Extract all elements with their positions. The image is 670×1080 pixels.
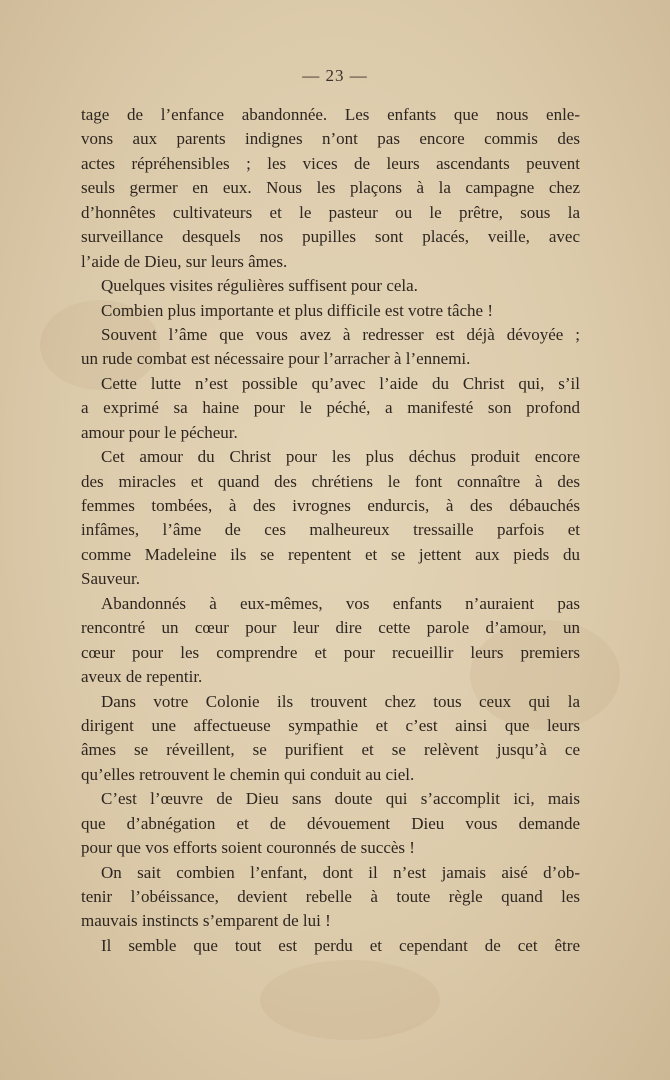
page-number: — 23 — bbox=[302, 66, 368, 85]
paragraph-start: Abandonnés à eux-mêmes, vos enfants n’auraient pas bbox=[101, 593, 580, 613]
paragraph-start: Souvent l’âme que vous avez à redresser est déjà dévoyée ; bbox=[101, 324, 580, 344]
text-line: aveux de repentir. bbox=[81, 667, 203, 687]
text-line: tenir l’obéissance, devient rebelle à toute règle quand les bbox=[81, 887, 580, 906]
paragraph-start: Combien plus importante et plus difficile est votre tâche ! bbox=[101, 300, 494, 320]
paragraph-start: Quelques visites régulières suffisent pour cela. bbox=[101, 276, 418, 296]
text-line: seuls germer en eux. Nous les plaçons à la campagne chez bbox=[81, 178, 580, 198]
paragraph-start: On sait combien l’enfant, dont il n’est jamais aisé d’ob- bbox=[101, 862, 580, 882]
text-line: cœur pour les comprendre et pour recueillir leurs premiers bbox=[81, 642, 580, 662]
text-line: dirigent une affectueuse sympathie et c’est ainsi que leurs bbox=[81, 715, 580, 735]
paragraph-start: Cet amour du Christ pour les plus déchus produit encore bbox=[101, 447, 580, 467]
text-line: qu’elles retrouvent le chemin qui conduit au ciel. bbox=[81, 764, 415, 784]
text-line: que d’abnégation et de dévouement Dieu vous demande bbox=[81, 813, 580, 833]
text-line: rencontré un cœur pour leur dire cette parole d’amour, un bbox=[81, 618, 580, 638]
paragraph-start: Il semble que tout est perdu et cependant de cet être bbox=[101, 935, 580, 955]
text-line: vons aux parents indignes n’ont pas encore commis des bbox=[81, 129, 580, 149]
paper-stain bbox=[260, 960, 440, 1040]
text-line: un rude combat est nécessaire pour l’arracher à l’ennemi. bbox=[81, 349, 471, 369]
text-line: Sauveur. bbox=[81, 569, 141, 589]
text-line: pour que vos efforts soient couronnés de succès ! bbox=[81, 838, 415, 858]
text-line: surveillance desquels nos pupilles sont placés, veille, avec bbox=[81, 227, 580, 247]
text-line: âmes se réveillent, se purifient et se relèvent jusqu’à ce bbox=[81, 740, 580, 760]
text-line: actes répréhensibles ; les vices de leurs ascendants peuvent bbox=[81, 153, 580, 173]
paragraph-start: C’est l’œuvre de Dieu sans doute qui s’accomplit ici, mais bbox=[101, 789, 580, 809]
paragraph-start: Dans votre Colonie ils trouvent chez tous ceux qui la bbox=[101, 691, 580, 711]
paragraph-start: Cette lutte n’est possible qu’avec l’aide du Christ qui, s’il bbox=[101, 373, 580, 393]
text-line: mauvais instincts s’emparent de lui ! bbox=[81, 911, 331, 931]
text-line: femmes tombées, à des ivrognes endurcis, à des débauchés bbox=[81, 496, 580, 515]
text-line: d’honnêtes cultivateurs et le pasteur ou le prêtre, sous la bbox=[81, 202, 580, 222]
text-line: tage de l’enfance abandonnée. Les enfants que nous enle- bbox=[81, 105, 580, 124]
text-line: l’aide de Dieu, sur leurs âmes. bbox=[81, 251, 288, 271]
text-line: comme Madeleine ils se repentent et se jettent aux pieds du bbox=[81, 544, 580, 564]
text-line: a exprimé sa haine pour le péché, a manifesté son profond bbox=[81, 398, 580, 418]
text-line: des miracles et quand des chrétiens le font connaître à des bbox=[81, 471, 580, 491]
body-text bbox=[81, 103, 580, 958]
text-line: infâmes, l’âme de ces malheureux tressaille parfois et bbox=[81, 520, 580, 540]
text-line: amour pour le pécheur. bbox=[81, 422, 238, 442]
